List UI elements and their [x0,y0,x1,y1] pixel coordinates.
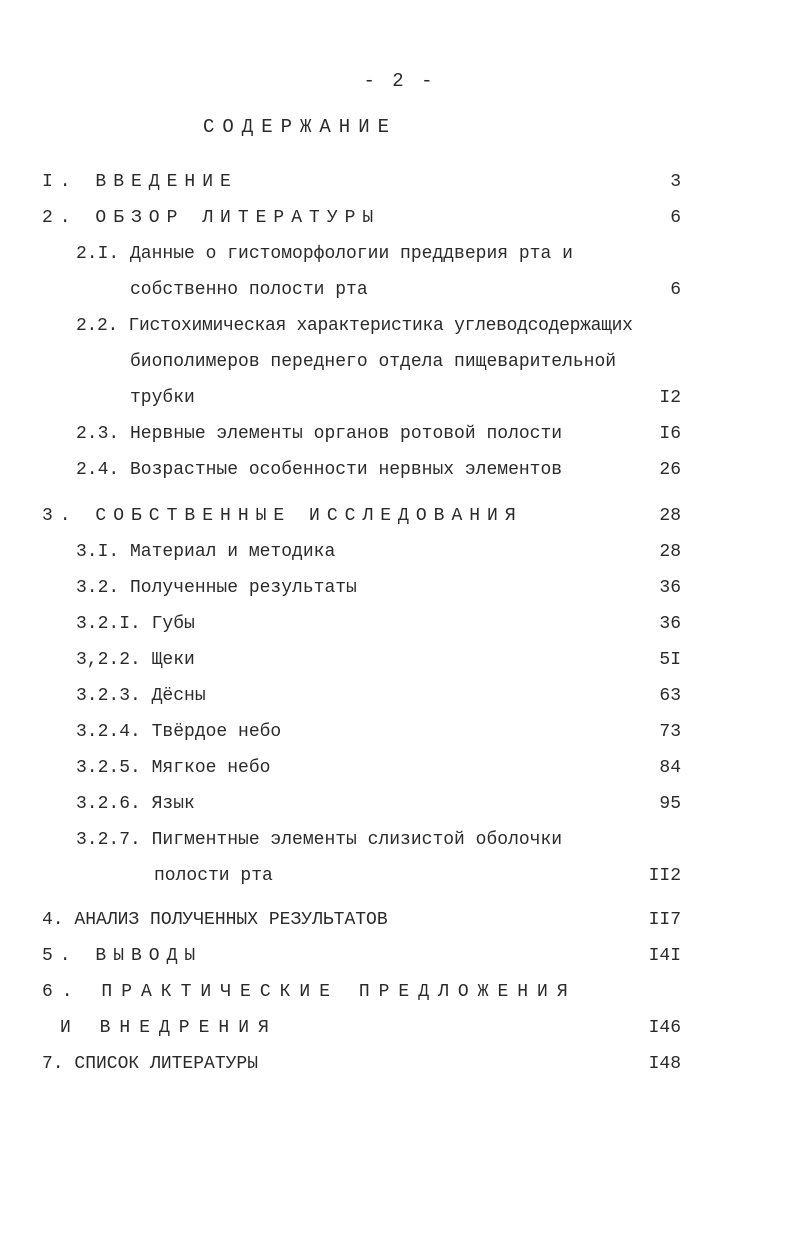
toc-entry-label: 5. ВЫВОДЫ [42,946,203,966]
toc-entry-page: I2 [659,388,681,408]
toc-entry [0,645,799,675]
toc-entry-page: 5I [659,650,681,670]
toc-entry [0,167,799,197]
toc-entry-label: 6. ПРАКТИЧЕСКИЕ ПРЕДЛОЖЕНИЯ [42,982,577,1002]
toc-entry [0,1049,799,1079]
toc-entry [0,455,799,485]
toc-entry [0,825,799,855]
toc-entry [0,609,799,639]
toc-entry-label: трубки [130,388,195,408]
toc-entry-page: I46 [648,1018,681,1038]
toc-entry-page: 6 [670,280,681,300]
toc-entry-page: 95 [659,794,681,814]
toc-entry [0,753,799,783]
toc-entry-page: II7 [648,910,681,930]
toc-entry [0,275,799,305]
toc-entry-label: 3.2.4. Твёрдое небо [76,722,282,742]
toc-entry-label: 3.2.I. Губы [76,614,195,634]
toc-entry-label: I. ВВЕДЕНИЕ [42,172,238,192]
toc-entry-label: 3,2.2. Щеки [76,650,195,670]
toc-entry-label: 3. СОБСТВЕННЫЕ ИССЛЕДОВАНИЯ [42,506,523,526]
toc-entry-label: собственно полости рта [130,280,368,300]
toc-entry [0,861,799,891]
toc-entry [0,311,799,341]
toc-entry-page: 28 [659,506,681,526]
toc-entry-label: 7. СПИСОК ЛИТЕРАТУРЫ [42,1054,259,1074]
toc-entry-page: 84 [659,758,681,778]
toc-heading: СОДЕРЖАНИЕ [202,116,398,138]
toc-entry [0,717,799,747]
toc-entry-page: 28 [659,542,681,562]
toc-entry-label: 3.2. Полученные результаты [76,578,357,598]
toc-entry [0,681,799,711]
toc-entry [0,905,799,935]
toc-entry-label: И ВНЕДРЕНИЯ [60,1018,278,1038]
toc-entry-label: 2. ОБЗОР ЛИТЕРАТУРЫ [42,208,381,228]
toc-entry-page: 36 [659,578,681,598]
toc-entry-label: 4. АНАЛИЗ ПОЛУЧЕННЫХ РЕЗУЛЬТАТОВ [42,910,388,930]
toc-entry-page: 3 [670,172,681,192]
toc-entry-label: 2.2. Гистохимическая характеристика углеводсодержащих [76,316,633,336]
toc-entry-label: 3.2.7. Пигментные элементы слизистой оболочки [76,830,563,850]
toc-entry-page: I4I [648,946,681,966]
toc-entry [0,419,799,449]
toc-entry [0,501,799,531]
toc-entry-page: II2 [648,866,681,886]
toc-entry-page: 36 [659,614,681,634]
toc-entry-page: 26 [659,460,681,480]
toc-entry [0,977,799,1007]
toc-entry-label: 3.2.6. Язык [76,794,195,814]
toc-entry [0,941,799,971]
toc-entry-label: 3.2.5. Мягкое небо [76,758,271,778]
toc-entry-label: 3.I. Материал и методика [76,542,336,562]
page-number: - 2 - [363,70,436,92]
toc-entry [0,383,799,413]
toc-entry-page: 6 [670,208,681,228]
toc-entry-label: 2.I. Данные о гистоморфологии преддверия рта и [76,244,573,264]
toc-entry-label: 2.3. Нервные элементы органов ротовой полости [76,424,563,444]
toc-entry [0,203,799,233]
toc-entry-label: 2.4. Возрастные особенности нервных элементов [76,460,563,480]
toc-entry [0,347,799,377]
toc-entry [0,573,799,603]
toc-entry-page: 73 [659,722,681,742]
toc-entry-page: 63 [659,686,681,706]
toc-entry [0,537,799,567]
toc-entry [0,789,799,819]
toc-entry-label: полости рта [154,866,273,886]
toc-entry [0,239,799,269]
toc-entry [0,1013,799,1043]
toc-entry-page: I6 [659,424,681,444]
toc-entry-label: биополимеров переднего отдела пищеварительной [130,352,617,372]
toc-entry-label: 3.2.3. Дёсны [76,686,206,706]
toc-entry-page: I48 [648,1054,681,1074]
